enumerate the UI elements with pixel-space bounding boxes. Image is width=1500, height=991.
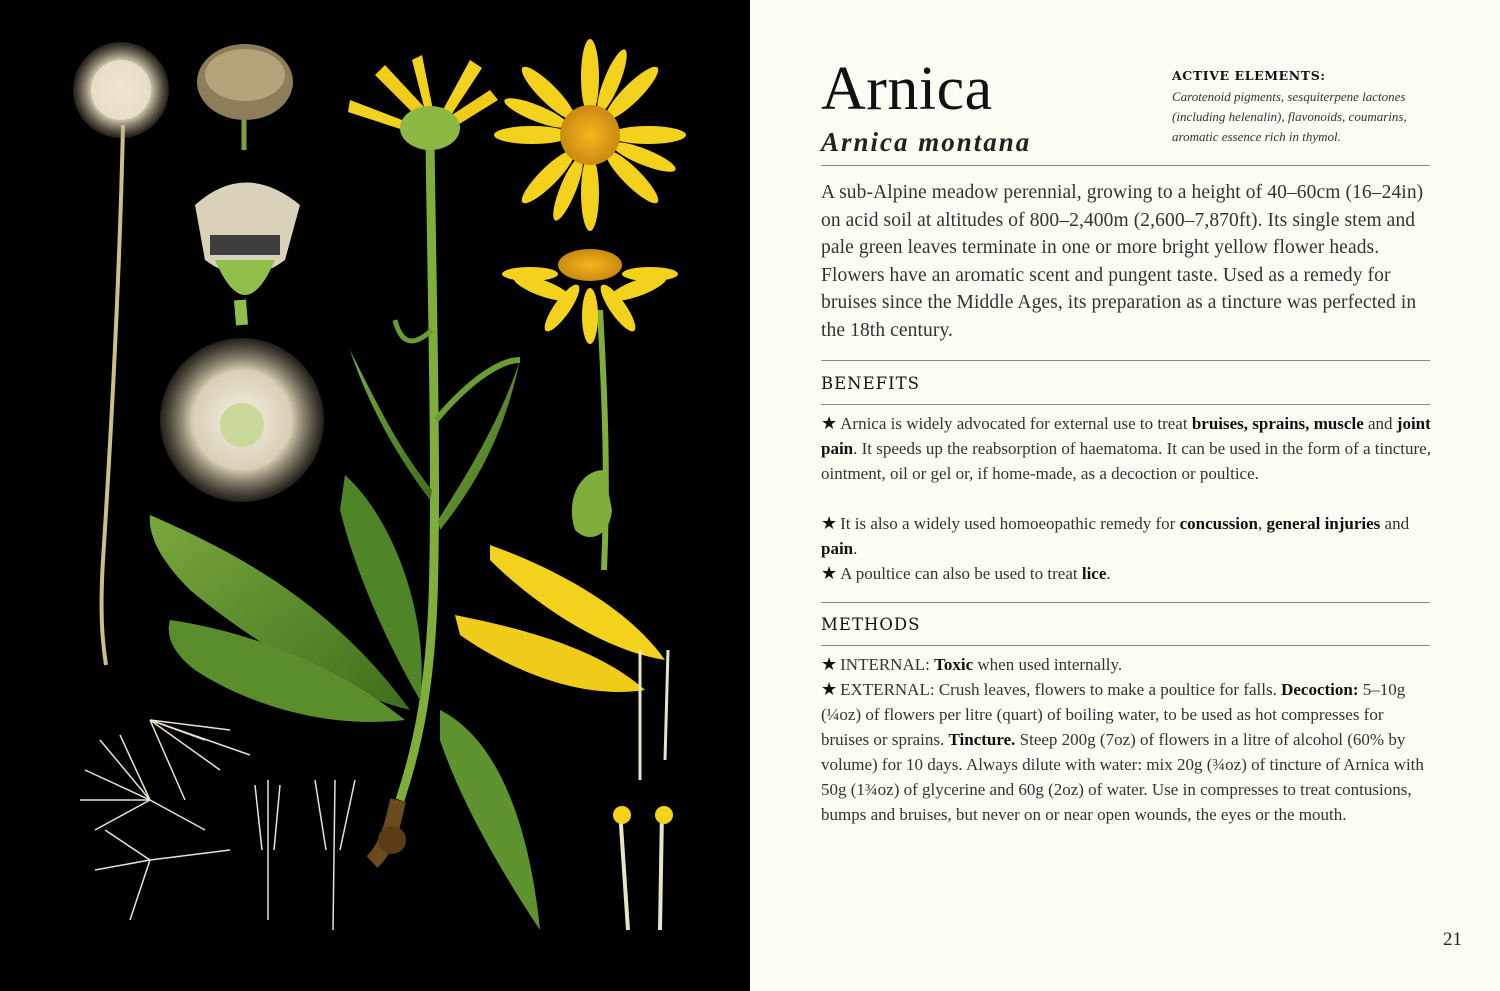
flower-cross-section — [195, 183, 300, 326]
divider-methods-top — [821, 602, 1430, 603]
text-page — [750, 0, 1500, 991]
latin-name: Arnica montana — [821, 127, 1032, 157]
divider-top — [821, 165, 1430, 166]
wilted-flower-head — [197, 44, 293, 150]
stem-leaf-left — [350, 350, 432, 500]
star-icon: ★ — [821, 513, 838, 533]
intro-paragraph: A sub-Alpine meadow perennial, growing to a height of 40–60cm (16–24in) on acid soil at altitudes of 800–2,400m (2,600–7,870ft). Its single stem and pale green leaves terminate in one or more bright yellow flower heads. Flowers have an aromatic scent and pungent taste. Used as a remedy for bruises since the Middle Ages, its preparation as a tincture was perfected in the 18th century. — [821, 182, 1424, 341]
yellow-flower-open — [494, 39, 686, 231]
star-icon: ★ — [821, 654, 838, 674]
benefit-item-3: ★ A poultice can also be used to treat lice. — [821, 563, 1111, 583]
basal-leaf-4 — [440, 710, 540, 930]
yellow-flower-top — [348, 55, 498, 150]
dried-seedhead-stem — [73, 42, 169, 665]
active-elements-text: Carotenoid pigments, sesquiterpene lactones (including helenalin), flavonoids, coumarins, aromatic essence rich in thymol. — [1172, 89, 1407, 144]
plant-title: Arnica — [821, 55, 993, 123]
active-elements — [1172, 68, 1440, 147]
divider-benefits-top — [821, 360, 1430, 361]
benefit-item-1: ★ Arnica is widely advocated for external use to treat bruises, sprains, muscle and joint pain. It speeds up the reabsorption of haematoma. It can be used in the form of a tincture, ointment, oil or gel or, if home-made, as a decoction or poultice. — [821, 413, 1431, 483]
stem-leaf-right — [438, 360, 520, 530]
active-elements-label: ACTIVE ELEMENTS: — [1172, 68, 1326, 83]
method-internal: ★ INTERNAL: Toxic when used internally. — [821, 654, 1123, 674]
methods-heading: METHODS — [821, 615, 921, 634]
star-icon: ★ — [821, 413, 838, 433]
root — [372, 800, 406, 862]
method-external: ★ EXTERNAL: Crush leaves, flowers to make a poultice for falls. Decoction: 5–10g (¼oz) of flowers per litre (quart) of boiling water, to be used as hot compresses for bruises or sprains. Tincture. Steep 200g (7oz) of flowers in a litre of alcohol (60% by volume) for 10 days. Always dilute with water: mix 20g (¾oz) of tincture of Arnica with 50g (1¾oz) of glycerine and 60g (2oz) of water. Use in compresses to treat contusions, bumps and bruises, but never on or near open wounds, the eyes or the mouth. — [821, 679, 1424, 824]
divider-benefits-bottom — [821, 404, 1430, 405]
star-icon: ★ — [821, 679, 838, 699]
page-number: 21 — [1443, 929, 1462, 950]
disc-florets — [613, 650, 673, 930]
seed-puff — [160, 338, 324, 502]
benefit-item-2: ★ It is also a widely used homoeopathic remedy for concussion, general injuries and pain. — [821, 513, 1410, 558]
divider-methods-bottom — [821, 645, 1430, 646]
pappus-seeds — [80, 720, 355, 930]
star-icon: ★ — [821, 563, 838, 583]
benefits-heading: BENEFITS — [821, 374, 920, 393]
yellow-flower-side — [502, 249, 678, 570]
